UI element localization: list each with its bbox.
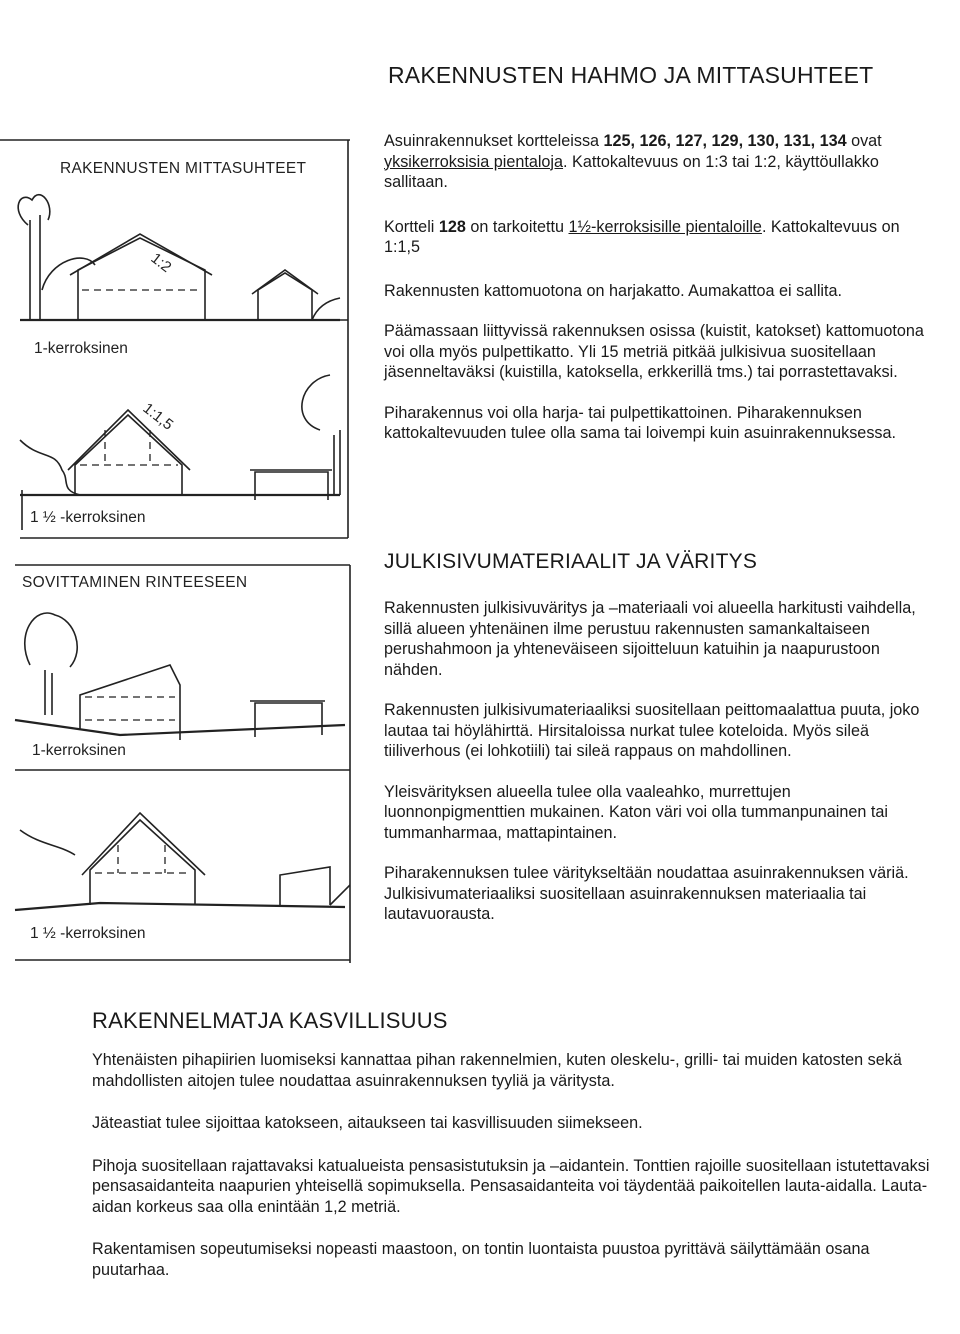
paragraph-pihojen-rajaus: Pihoja suositellaan rajattavaksi katualueista pensasistutuksin ja –aidantein. Tonttien rajoille suositellaan istutettavaksi pensasaidanteita naapurien yhteisellä sopimuksella. Pensasaidanteita voi täydentää paikoitellen lauta-aidalla. Lauta-aidan korkeus saa olla enintään 1,2 metriä. <box>92 1156 930 1216</box>
paragraph-piharakennus-vari: Piharakennuksen tulee väritykseltään noudattaa asuinrakennuksen väriä. Julkisivumateriaaliksi suositellaan asuinrakennuksen materiaalia tai lautavuorausta. <box>384 864 909 923</box>
figure-mittasuhteet-drawing <box>0 130 352 540</box>
text: . Kattokaltevuus on 1:3 tai 1:2, käyttöullakko sallitaan. <box>384 152 879 191</box>
paragraph-pihapiirit: Yhtenäisten pihapiirien luomiseksi kannattaa pihan rakennelmien, kuten oleskelu-, grilli- tai muiden katosten sekä mahdollisten aitojen tulee noudattaa asuinrakennuksen tyyliä ja väritysta. <box>92 1051 902 1090</box>
figure-mittasuhteet-title: RAKENNUSTEN MITTASUHTEET <box>60 160 307 177</box>
paragraph-paamassa: Päämassaan liittyvissä rakennuksen osissa (kuistit, katokset) kattomuotona voi olla myös pulpettikatto. Yli 15 metriä pitkää julkisivua suositellaan jäsenneltaväksi (kuistilla, katoksella, erkkerillä tms.) tai porrastettavaksi. <box>384 322 924 381</box>
text: Kortteli <box>384 217 439 236</box>
paragraph-kortteli-128 <box>384 217 936 258</box>
paragraph-puusto: Rakentamisen sopeutumiseksi nopeasti maastoon, on tontin luontaista puustoa pyrittävä säilyttämään osana puutarhaa. <box>92 1240 870 1279</box>
section-title-julkisivu: JULKISIVUMATERIAALIT JA VÄRITYS <box>384 550 758 573</box>
paragraph-piharakennus: Piharakennus voi olla harja- tai pulpettikattoinen. Piharakennuksen kattokaltevuuden tulee olla sama tai loivempi kuin asuinrakennuksessa. <box>384 403 897 442</box>
paragraph-yksikerroksiset <box>384 131 936 193</box>
label-1-kerroksinen: 1-kerroksinen <box>34 340 128 357</box>
figure-rinteeseen-drawing <box>0 555 360 965</box>
paragraph-kattomuoto: Rakennusten kattomuotona on harjakatto. Aumakattoa ei sallita. <box>384 281 843 300</box>
section-julkisivu <box>384 598 936 925</box>
block-numbers: 125, 126, 127, 129, 130, 131, 134 <box>603 132 847 150</box>
figure-rinteeseen <box>0 555 360 965</box>
paragraph-jateastiat: Jäteastiat tulee sijoittaa katokseen, aitaukseen tai kasvillisuuden siimekseen. <box>92 1114 643 1132</box>
text: . Kattokaltevuus on 1:1,5 <box>384 217 900 256</box>
underlined-term: yksikerroksisia pientaloja <box>384 152 564 171</box>
text: ovat <box>851 132 882 150</box>
section-title-rakennelmat: RAKENNELMATJA KASVILLISUUS <box>92 1008 448 1033</box>
label-1-5-kerroksinen: 1 ½ -kerroksinen <box>30 509 146 526</box>
paragraph-varitys: Rakennusten julkisivuväritys ja –materiaali voi alueella harkitusti vaihdella, sillä alueen yhtenäinen ilme perustuu rakennusten samankaltaiseen perushahmoon ja yhteneväiseen sijoitteluun katuihin ja naapurustoon nähden. <box>384 599 916 679</box>
svg-text:1:2: 1:2 <box>147 249 175 276</box>
page-title: RAKENNUSTEN HAHMO JA MITTASUHTEET <box>388 62 874 88</box>
paragraph-materiaalit: Rakennusten julkisivumateriaaliksi suositellaan peittomaalattua puuta, joko lautaa tai höylähirttä. Hirsitaloissa nurkat tulee koteloida. Myös sileä tiiliverhous (ei lohkotiili) tai sileä rappaus on mahdollinen. <box>384 701 920 760</box>
label-rinne-1-kerroksinen: 1-kerroksinen <box>32 742 126 759</box>
block-number: 128 <box>438 217 466 236</box>
underlined-term: 1½-kerroksisille pientaloille <box>568 217 762 236</box>
figure-rinteeseen-title: SOVITTAMINEN RINTEESEEN <box>22 574 248 591</box>
figure-mittasuhteet <box>0 130 352 540</box>
paragraph-yleisvaritys: Yleisvärityksen alueella tulee olla vaaleahko, murrettujen luonnonpigmenttien mukainen. Katon väri voi olla tummanpunainen tai tummanharmaa, mattapintainen. <box>384 782 888 842</box>
svg-text:1:1,5: 1:1,5 <box>139 399 177 434</box>
section-rakennelmat <box>92 1050 932 1280</box>
text: Asuinrakennukset kortteleissa <box>384 132 604 150</box>
text: on tarkoitettu <box>465 217 569 236</box>
label-rinne-1-5-kerroksinen: 1 ½ -kerroksinen <box>30 925 146 942</box>
section-hahmo <box>384 131 936 444</box>
